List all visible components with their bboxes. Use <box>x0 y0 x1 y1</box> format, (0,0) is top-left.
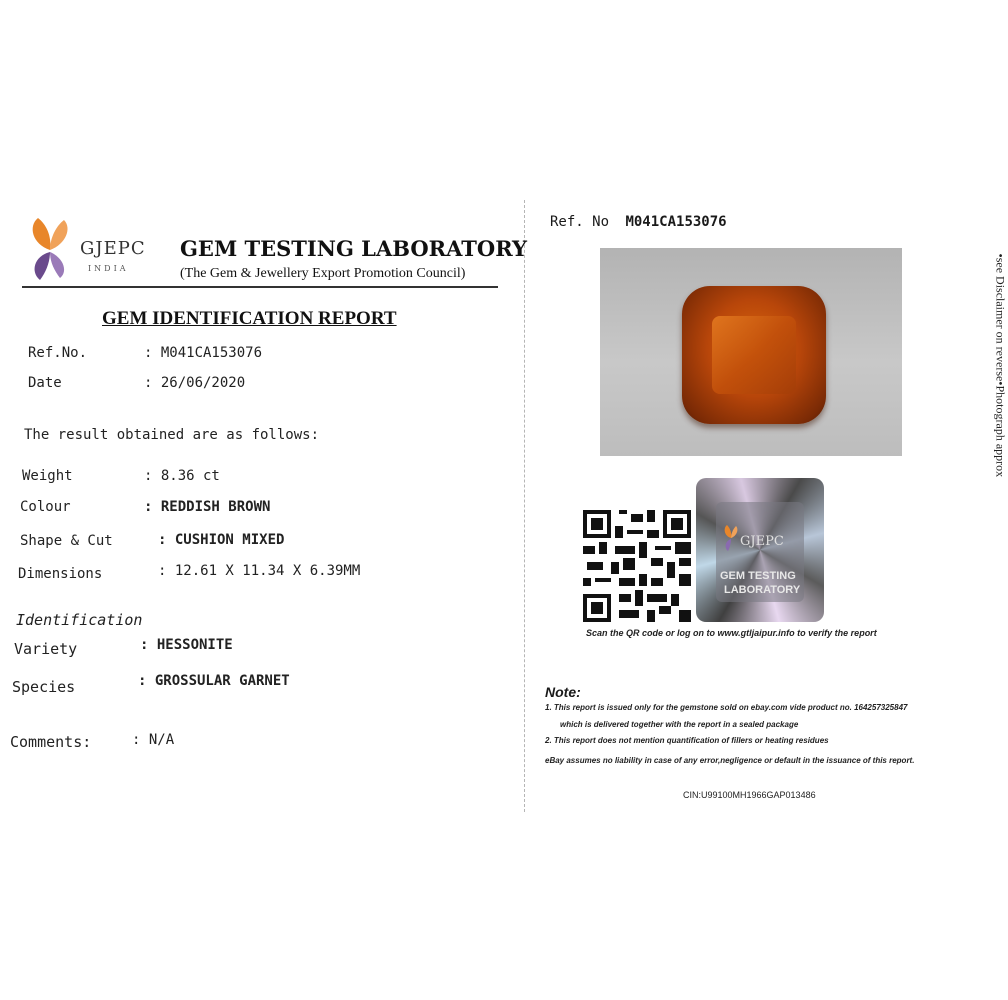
colour-label: Colour <box>20 499 71 515</box>
qr-code-icon <box>583 510 691 622</box>
ebay-disclaimer: eBay assumes no liability in case of any error,negligence or default in the issuance of this report. <box>545 756 915 765</box>
ref-label: Ref.No. <box>28 345 88 361</box>
hologram-line-2: LABORATORY <box>724 584 801 596</box>
variety-value: : HESSONITE <box>140 637 233 653</box>
verify-instructions: Scan the QR code or log on to www.gtljaipur.info to verify the report <box>586 628 877 638</box>
cin-number: CIN:U99100MH1966GAP013486 <box>683 790 816 800</box>
dimensions-value: : 12.61 X 11.34 X 6.39MM <box>158 563 361 579</box>
shape-label: Shape & Cut <box>20 533 113 549</box>
variety-label: Variety <box>14 640 78 658</box>
intro-text: The result obtained are as follows: <box>24 427 320 443</box>
right-ref-label: Ref. No <box>550 214 610 230</box>
right-ref <box>550 214 727 230</box>
brand-name: GJEPC <box>80 238 146 259</box>
date-value: : 26/06/2020 <box>144 375 246 391</box>
right-ref-value: M041CA153076 <box>625 214 727 230</box>
header-rule <box>22 286 498 288</box>
date-label: Date <box>28 375 62 391</box>
brand-country: INDIA <box>88 264 129 273</box>
dimensions-label: Dimensions <box>18 566 103 582</box>
hologram-logo-icon <box>722 524 740 552</box>
lab-title: GEM TESTING LABORATORY <box>180 236 527 261</box>
shape-value: : CUSHION MIXED <box>158 532 285 548</box>
species-value: : GROSSULAR GARNET <box>138 673 290 689</box>
species-label: Species <box>12 678 76 696</box>
side-disclaimer: •see Disclaimer on reverse•Photograph approx <box>993 253 1008 478</box>
weight-label: Weight <box>22 468 73 484</box>
comments-label: Comments: <box>10 733 92 751</box>
fold-line <box>524 200 525 812</box>
ref-value: : M041CA153076 <box>144 345 263 361</box>
report-title: GEM IDENTIFICATION REPORT <box>102 308 397 329</box>
note-2: 2. This report does not mention quantification of fillers or heating residues <box>545 736 829 745</box>
lab-subtitle: (The Gem & Jewellery Export Promotion Council) <box>180 266 466 281</box>
note-1-line-1: 1. This report is issued only for the gemstone sold on ebay.com vide product no. 164257325847 <box>545 703 908 712</box>
colour-value: : REDDISH BROWN <box>144 499 271 515</box>
weight-value: : 8.36 ct <box>144 468 220 484</box>
note-heading: Note: <box>545 684 581 700</box>
gemstone-table-facet <box>712 316 796 394</box>
comments-value: : N/A <box>132 732 175 748</box>
identification-heading: Identification <box>16 611 143 629</box>
hologram-brand: GJEPC <box>740 534 784 549</box>
note-1-line-2: which is delivered together with the report in a sealed package <box>560 720 799 729</box>
hologram-line-1: GEM TESTING <box>720 570 796 582</box>
gjepc-logo-icon <box>26 214 74 286</box>
